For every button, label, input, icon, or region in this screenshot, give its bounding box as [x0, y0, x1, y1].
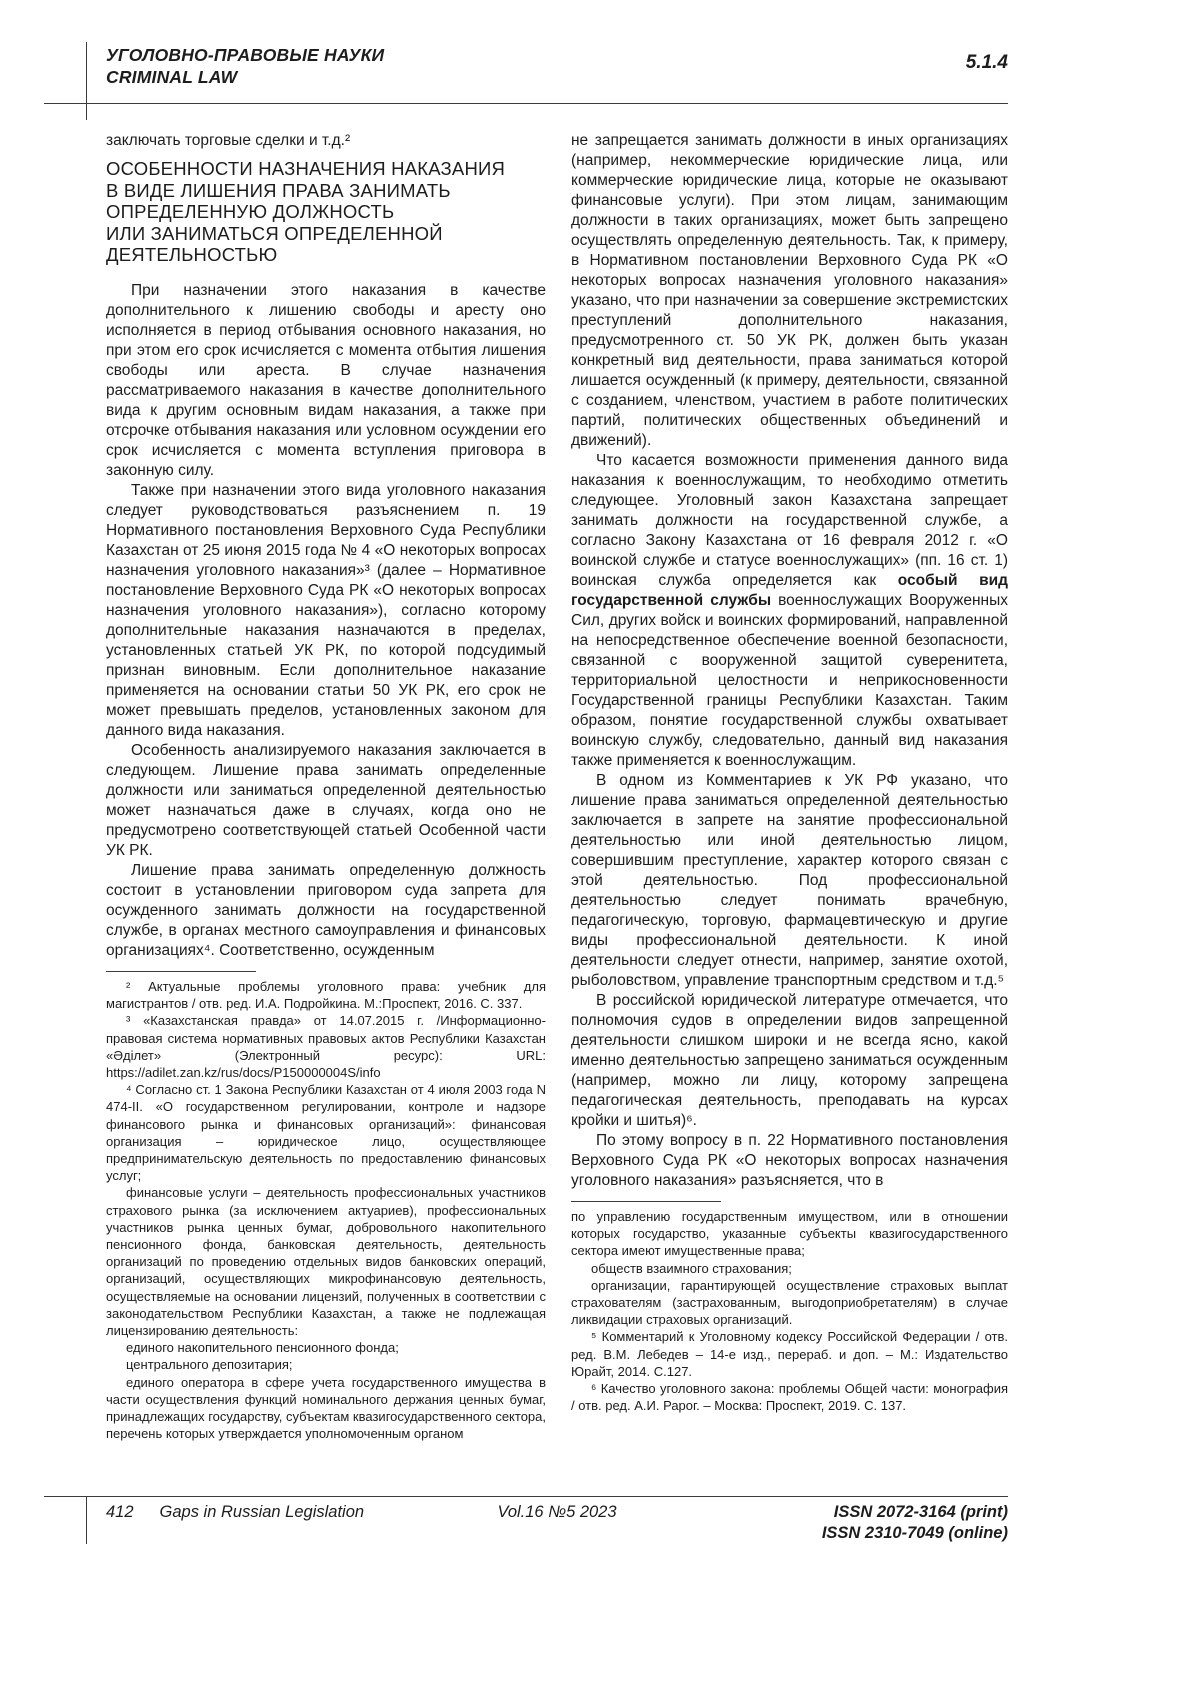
footnote: единого оператора в сфере учета государственного имущества в части осуществления функций номинального держания ценных бумаг, принадлежащих государству, субъектам квазигосударственного сектора, перечень которых утверждается уполномоченным органом: [106, 1374, 546, 1442]
article-heading: ОСОБЕННОСТИ НАЗНАЧЕНИЯ НАКАЗАНИЯ В ВИДЕ ЛИШЕНИЯ ПРАВА ЗАНИМАТЬ ОПРЕДЕЛЕННУЮ ДОЛЖНОСТЬ ИЛИ ЗАНИМАТЬСЯ ОПРЕДЕЛЕННОЙ ДЕЯТЕЛЬНОСТЬЮ: [106, 158, 506, 266]
body-paragraph: По этому вопросу в п. 22 Нормативного постановления Верховного Суда РК «О некоторых вопросах назначения уголовного наказания» разъясняется, что в: [571, 1132, 1008, 1189]
body-paragraph: Особенность анализируемого наказания заключается в следующем. Лишение права занимать определенные должности или заниматься определенной деятельностью может назначаться даже в случаях, когда оно не предусмотрено соответствующей статьей Особенной части УК РК.: [106, 741, 546, 859]
header-rule: [44, 103, 1008, 104]
footnote-continuation: по управлению государственным имуществом, или в отношении которых государство, указанные субъекты квазигосударственного сектора имеют имущественные права;: [571, 1209, 1008, 1259]
footnote: ² Актуальные проблемы уголовного права: учебник для магистрантов / отв. ред. И.А. Подройкина. М.:Проспект, 2016. С. 337.: [106, 978, 546, 1012]
footer-rule: [44, 1496, 1008, 1497]
body-paragraph: В российской юридической литературе отмечается, что полномочия судов в определении видов запрещенной деятельности слишком широки и не всегда ясно, какой именно деятельностью запрещено заниматься осужденным (например, можно ли лицу, которому запрещена педагогическая деятельность, преподавать на курсах кройки и шитья)⁶.: [571, 992, 1008, 1129]
section-code: 5.1.4: [965, 52, 1008, 73]
footnote-separator: [571, 1201, 721, 1202]
issn-online: ISSN 2310-7049 (online): [821, 1524, 1008, 1542]
footnote: ⁶ Качество уголовного закона: проблемы Общей части: монография / отв. ред. А.И. Рарог. – Москва: Проспект, 2019. С. 137.: [571, 1381, 1008, 1414]
section-titles: [106, 44, 384, 88]
left-footnotes: [106, 971, 546, 1442]
body-paragraph: Также при назначении этого вида уголовного наказания следует руководствоваться разъяснением п. 19 Нормативного постановления Верховного Суда Республики Казахстан от 25 июня 2015 года № 4 «О некоторых вопросах назначения уголовного наказания»³ (далее – Нормативное постановление Верховного Суда РК «О некоторых вопросах назначения уголовного наказания»), согласно которому дополнительные наказания назначаются в пределах, установленных статьей УК РК, по которой подсудимый признан виновным. Если дополнительное наказание применяется на основании статьи 50 УК РК, его срок не может превышать пределов, установленных законом для данного вида наказания.: [106, 481, 546, 739]
footnote: обществ взаимного страхования;: [591, 1260, 792, 1276]
emphasized-term: особый вид государственной службы: [571, 572, 1008, 609]
footnote: ⁵ Комментарий к Уголовному кодексу Российской Федерации / отв. ред. В.М. Лебедев – 14-е изд., перераб. и доп. – М.: Издательство Юрайт, 2014. С.127.: [571, 1329, 1008, 1379]
page-footer: [106, 1502, 1008, 1544]
footer-left: [106, 1502, 467, 1523]
issn-print: ISSN 2072-3164 (print): [833, 1503, 1008, 1521]
body-paragraph: В одном из Комментариев к УК РФ указано, что лишение права заниматься определенной деятельностью заключается в запрете на занятие профессиональной деятельностью или иной деятельностью лицом, совершившим преступление, характер которого связан с этой деятельностью. Под профессиональной деятельностью следует понимать врачебную, педагогическую, торговую, фармацевтическую и другие виды профессиональной деятельности. К иной деятельности следует отнести, например, занятие охотой, рыболовством, управление транспортным средством и т.д.⁵: [571, 772, 1008, 989]
footnote: центрального депозитария;: [126, 1357, 293, 1373]
right-footnotes: [571, 1201, 1008, 1414]
footnote: ³ «Казахстанская правда» от 14.07.2015 г. /Информационно-правовая система нормативных правовых актов Республики Казахстан «Әділет» (Электронный ресурс): URL: https://adilet.zan.kz/rus/docs/P150000004S/info: [106, 1013, 546, 1080]
article-body: [106, 131, 1008, 1493]
header-vertical-rule: [86, 42, 87, 120]
footer-vertical-rule: [86, 1496, 87, 1544]
section-title-ru: УГОЛОВНО-ПРАВОВЫЕ НАУКИ: [106, 45, 385, 65]
continuation-paragraph: заключать торговые сделки и т.д.²: [106, 132, 351, 149]
footnote: организации, гарантирующей осуществление страховых выплат страхователям (застрахованным, выгодоприобретателям) в случае ликвидации страховых организаций.: [571, 1277, 1008, 1328]
body-paragraph: Лишение права занимать определенную должность состоит в установлении приговором суда запрета для осужденного занимать должности на государственной службе, в органах местного самоуправления и финансовых организациях⁴. Соответственно, осужденным: [106, 861, 546, 959]
footnote: единого накопительного пенсионного фонда;: [126, 1340, 399, 1356]
right-column: [571, 131, 1008, 1493]
paragraph-text: военнослужащих Вооруженных Сил, других войск и воинских формирований, направленной на непосредственное обеспечение военной безопасности, связанной с вооруженной защитой суверенитета, территориальной целостности и неприкосновенности Государственной границы Республики Казахстан. Таким образом, понятие государственной службы охватывает воинскую службу, следовательно, данный вид наказания также применяется к военнослужащим.: [571, 592, 1008, 769]
footnote: финансовые услуги – деятельность профессиональных участников страхового рынка (за исключением актуариев), профессиональных участников рынка ценных бумаг, добровольного накопительного пенсионного фонда, банковская деятельность, деятельность организаций по проведению отдельных видов банковских операций, организаций, осуществляющих микрофинансовую деятельность, осуществляемые на основании лицензий, полученных в соответствии с законодательством Республики Казахстан, а также не подлежащая лицензированию деятельность:: [106, 1185, 546, 1339]
issn-block: [647, 1502, 1008, 1544]
body-paragraph: При назначении этого наказания в качестве дополнительного к лишению свободы и аресту оно исполняется в период отбывания основного наказания, но при этом его срок исчисляется с момента отбытия лишения свободы или ареста. В случае назначения рассматриваемого наказания в качестве дополнительного вида к другим основным видам наказания, а также при отсрочке отбывания наказания или условном осуждении его срок исчисляется с момента вступления приговора в законную силу.: [106, 281, 546, 479]
paragraph-text: Что касается возможности применения данного вида наказания к военнослужащим, то необходимо отметить следующее. Уголовный закон Казахстана запрещает занимать должности на государственной службе, а согласно Закону Казахстана от 16 февраля 2012 г. «О воинской службе и статусе военнослужащих» (пп. 16 ст. 1) воинская служба определяется как: [571, 452, 1008, 589]
page-header: [106, 44, 1008, 88]
volume-issue: Vol.16 №5 2023: [497, 1503, 617, 1521]
footnote-separator: [106, 971, 256, 972]
body-paragraph: [571, 451, 1008, 771]
journal-name: Gaps in Russian Legislation: [159, 1503, 365, 1521]
page-number: 412: [106, 1503, 134, 1521]
section-title-en: CRIMINAL LAW: [106, 67, 238, 87]
body-paragraph: не запрещается занимать должности в иных организациях (например, некоммерческие юридические лица, или коммерческие юридические лица, которые не оказывают финансовые услуги). При этом лицам, занимающим должности в таких организациях, может быть запрещено осуществлять определенную деятельность. Так, к примеру, в Нормативном постановлении Верховного Суда РК «О некоторых вопросах назначения уголовного наказания» указано, что при назначении за совершение экстремистских преступлений дополнительного наказания, предусмотренного ст. 50 УК РК, должен быть указан конкретный вид деятельности, права заниматься которой лишается осужденный (к примеру, деятельности, связанной с созданием, членством, участием в работе политических партий, политических общественных объединений и движений).: [571, 132, 1008, 449]
footnote: ⁴ Согласно ст. 1 Закона Республики Казахстан от 4 июля 2003 года N 474-II. «О государственном регулировании, контроле и надзоре финансового рынка и финансовых организаций»: финансовая организация – юридическое лицо, осуществляющее предпринимательскую деятельность по предоставлению финансовых услуг;: [106, 1082, 546, 1184]
left-column: [106, 131, 546, 1493]
